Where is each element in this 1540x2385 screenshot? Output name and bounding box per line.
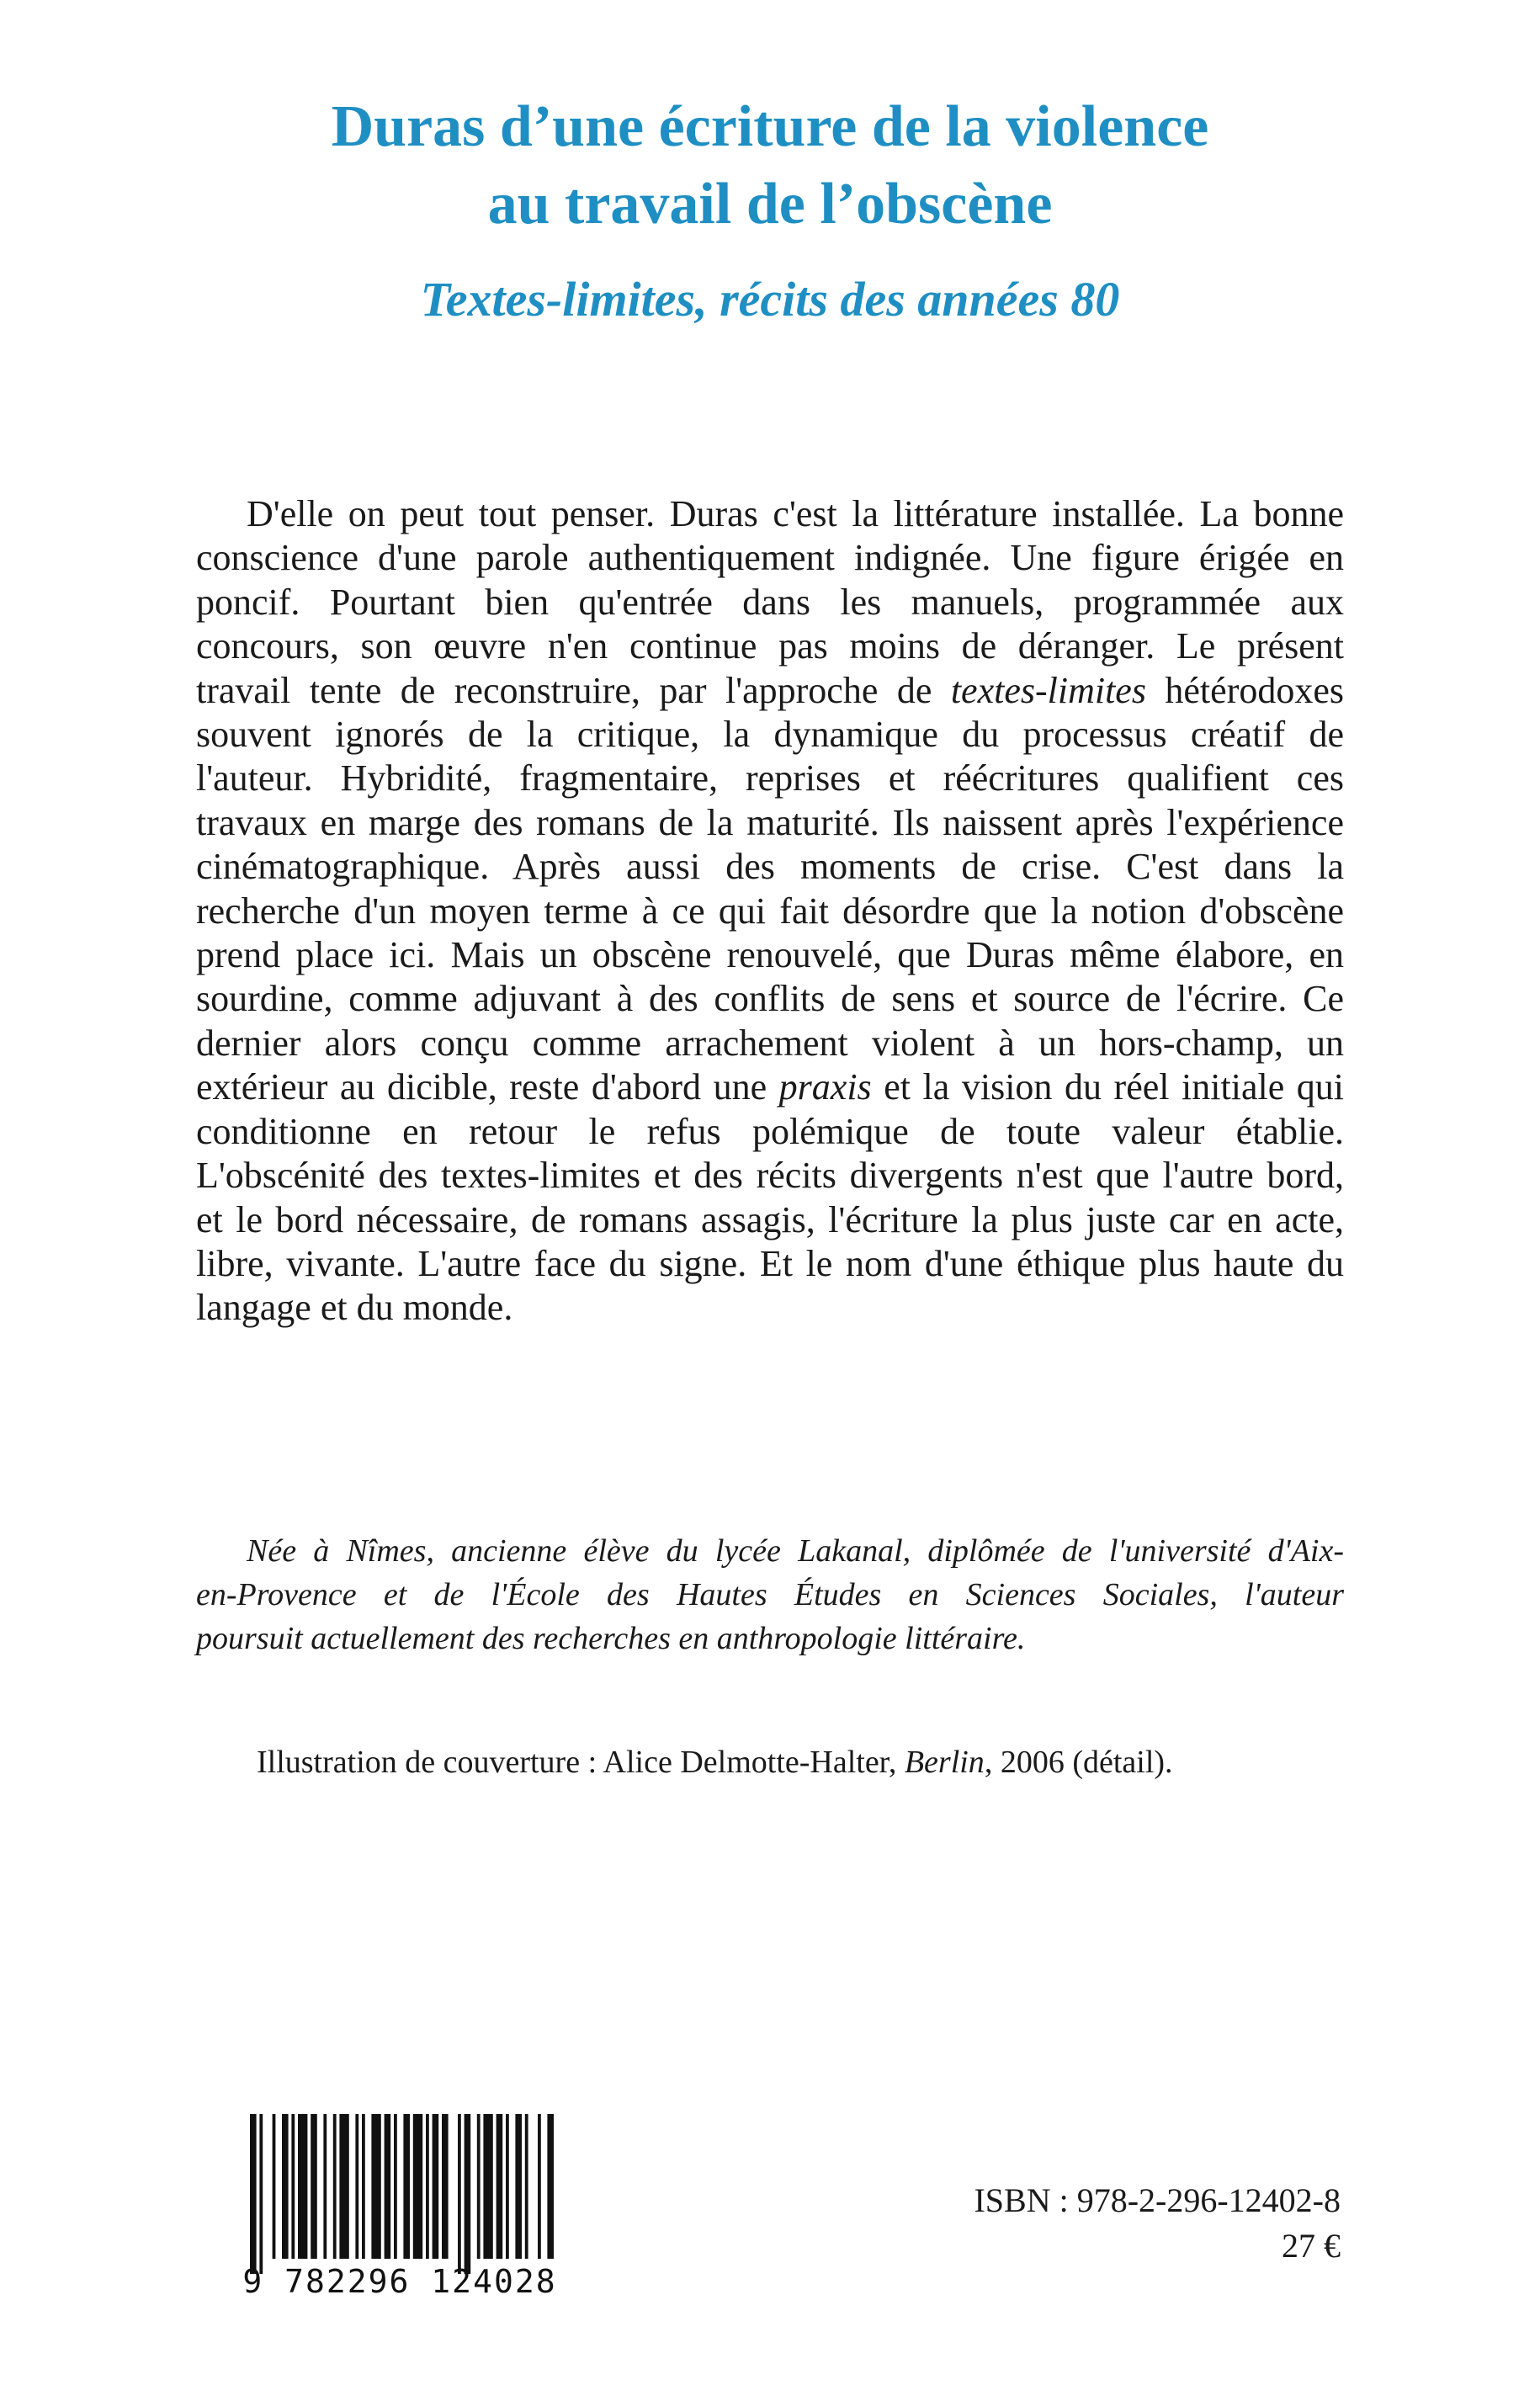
credit-prefix: Illustration de couverture : Alice Delmotte-Halter, <box>257 1745 905 1780</box>
barcode-bar <box>394 2114 397 2259</box>
credit-suffix: , 2006 (détail). <box>984 1745 1173 1780</box>
blurb-text: extérieur au dicible, reste d'abord une <box>196 1066 767 1108</box>
barcode-bar <box>547 2114 554 2259</box>
barcode-bars <box>250 2114 554 2274</box>
barcode-bar <box>525 2114 528 2259</box>
blurb-line: concours, son œuvre n'en continue pas moins de déranger. Le présent <box>196 625 1344 667</box>
barcode-bar <box>259 2114 263 2274</box>
barcode-bar <box>538 2114 541 2259</box>
blurb-line: l'auteur. Hybridité, fragmentaire, reprises et réécritures qualifient ces <box>196 757 1344 799</box>
blurb-line: recherche d'un moyen terme à ce qui fait désordre que la notion d'obscène <box>196 890 1344 932</box>
barcode-bar <box>442 2114 449 2259</box>
barcode-bar <box>483 2114 492 2259</box>
blurb-text: et la vision du réel initiale qui <box>871 1066 1345 1108</box>
blurb-line: D'elle on peut tout penser. Duras c'est la littérature installée. La bonne <box>247 493 1344 534</box>
barcode-bar <box>282 2114 289 2259</box>
isbn-barcode <box>223 2114 576 2299</box>
barcode-bar <box>497 2114 503 2259</box>
barcode-bar <box>515 2114 522 2259</box>
barcode-bar <box>403 2114 410 2259</box>
blurb-line: L'obscénité des textes-limites et des récits divergents n'est que l'autre bord, <box>196 1155 1344 1197</box>
blurb-text: travail tente de reconstruire, par l'approche de <box>196 669 932 711</box>
barcode-bar <box>311 2114 317 2259</box>
price-label: 27 € <box>1282 2227 1341 2265</box>
book-subtitle: Textes-limites, récits des années 80 <box>420 272 1120 327</box>
book-title <box>0 88 1540 243</box>
author-bio-line: Née à Nîmes, ancienne élève du lycée Lakanal, diplômée de l'université d'Aix- <box>247 1533 1344 1569</box>
barcode-digits: 9 782296 124028 <box>242 2263 557 2299</box>
blurb-line: poncif. Pourtant bien qu'entrée dans les manuels, programmée aux <box>196 581 1344 623</box>
barcode-bar <box>298 2114 307 2259</box>
blurb-line: sourdine, comme adjuvant à des conflits de sens et source de l'écrire. Ce <box>196 978 1344 1020</box>
barcode-bar <box>333 2114 337 2259</box>
barcode-bar <box>273 2114 276 2259</box>
blurb-line: cinématographique. Après aussi des moments de crise. C'est dans la <box>196 846 1344 888</box>
back-cover-blurb <box>196 492 1344 1331</box>
blurb-line: prend place ici. Mais un obscène renouvelé, que Duras même élabore, en <box>196 934 1344 976</box>
blurb-line: souvent ignorés de la critique, la dynamique du processus créatif de <box>196 714 1344 756</box>
isbn-number: ISBN : 978-2-296-12402-8 <box>974 2181 1341 2219</box>
author-bio-line: poursuit actuellement des recherches en anthropologie littéraire. <box>196 1621 1026 1656</box>
barcode-bar <box>506 2114 509 2259</box>
barcode-bar <box>433 2114 439 2259</box>
blurb-emphasis: praxis <box>778 1066 872 1108</box>
credit-work-title: Berlin <box>904 1745 985 1780</box>
blurb-line: dernier alors conçu comme arrachement violent à un hors-champ, un <box>196 1022 1344 1064</box>
blurb-line: et le bord nécessaire, de romans assagis, l'écriture la plus juste car en acte, <box>196 1198 1344 1240</box>
barcode-bar <box>371 2114 380 2259</box>
blurb-line: conditionne en retour le refus polémique de toute valeur établie. <box>196 1110 1344 1152</box>
blurb-line: travaux en marge des romans de la maturité. Ils naissent après l'expérience <box>196 801 1344 843</box>
cover-illustration-credit <box>257 1740 1173 1784</box>
blurb-line: langage et du monde. <box>196 1287 513 1329</box>
blurb-line <box>196 1065 1344 1109</box>
barcode-bar <box>355 2114 358 2259</box>
barcode-bar <box>250 2114 257 2274</box>
author-bio-line: en-Provence et de l'École des Hautes Études en Sciences Sociales, l'auteur <box>196 1577 1344 1612</box>
blurb-line <box>196 669 1344 713</box>
barcode-bar <box>458 2114 461 2274</box>
book-title-line-2: au travail de l’obscène <box>487 172 1053 236</box>
barcode-bar <box>339 2114 348 2259</box>
blurb-text: hétérodoxes <box>1145 669 1344 711</box>
barcode-bar <box>477 2114 481 2259</box>
barcode-bar <box>465 2114 471 2274</box>
barcode-bar <box>413 2114 422 2259</box>
author-bio <box>196 1529 1344 1660</box>
book-title-line-1: Duras d’une écriture de la violence <box>331 94 1209 159</box>
barcode-bar <box>291 2114 295 2259</box>
blurb-line: libre, vivante. L'autre face du signe. Et le nom d'une éthique plus haute du <box>196 1242 1344 1284</box>
barcode-bar <box>362 2114 365 2259</box>
blurb-line: conscience d'une parole authentiquement indignée. Une figure érigée en <box>196 537 1344 579</box>
barcode-bar <box>426 2114 429 2259</box>
barcode-bar <box>385 2114 391 2259</box>
blurb-emphasis: textes-limites <box>950 669 1146 711</box>
barcode-bar <box>323 2114 327 2259</box>
